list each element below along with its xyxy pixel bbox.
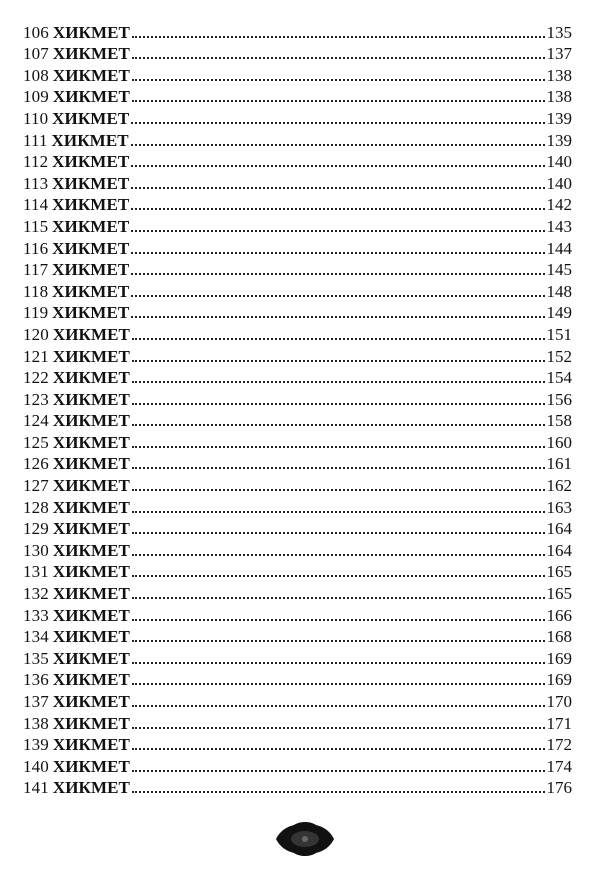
toc-entry bbox=[23, 343, 572, 365]
dot-leader bbox=[132, 36, 545, 38]
toc-entry bbox=[23, 19, 572, 41]
entry-heading: ХИКМЕТ bbox=[52, 389, 130, 409]
entry-number: 107 bbox=[23, 44, 49, 64]
entry-number: 121 bbox=[23, 346, 49, 366]
dot-leader bbox=[132, 360, 545, 362]
entry-heading: ХИКМЕТ bbox=[52, 605, 130, 625]
entry-heading: ХИКМЕТ bbox=[52, 627, 130, 647]
dot-leader bbox=[132, 554, 545, 556]
toc-entry bbox=[23, 408, 572, 430]
entry-title bbox=[23, 434, 130, 451]
entry-heading: ХИКМЕТ bbox=[52, 584, 130, 604]
entry-page-number: 164 bbox=[546, 540, 572, 560]
toc-entry bbox=[23, 365, 572, 387]
entry-heading: ХИКМЕТ bbox=[52, 281, 130, 301]
entry-page-number: 139 bbox=[546, 130, 572, 150]
entry-page-number: 135 bbox=[546, 22, 572, 42]
entry-page-number: 171 bbox=[546, 713, 572, 733]
entry-page-number: 174 bbox=[546, 756, 572, 776]
toc-entry bbox=[23, 213, 572, 235]
entry-title bbox=[23, 24, 130, 41]
dot-leader bbox=[131, 165, 544, 167]
entry-title bbox=[23, 240, 129, 257]
toc-entry bbox=[23, 667, 572, 689]
entry-title bbox=[23, 607, 130, 624]
dot-leader bbox=[132, 532, 545, 534]
dot-leader bbox=[132, 683, 545, 685]
entry-number: 130 bbox=[23, 540, 49, 560]
entry-heading: ХИКМЕТ bbox=[52, 368, 130, 388]
entry-title bbox=[23, 304, 129, 321]
entry-number: 134 bbox=[23, 627, 49, 647]
dot-leader bbox=[131, 295, 544, 297]
entry-title bbox=[23, 283, 129, 300]
entry-heading: ХИКМЕТ bbox=[52, 756, 130, 776]
entry-heading: ХИКМЕТ bbox=[52, 692, 130, 711]
entry-title bbox=[23, 520, 130, 537]
entry-title bbox=[23, 326, 130, 343]
entry-page-number: 148 bbox=[546, 281, 572, 301]
toc-entry bbox=[23, 537, 572, 559]
toc-entry bbox=[23, 624, 572, 646]
page-number-ornament-icon bbox=[272, 819, 338, 859]
entry-page-number: 164 bbox=[546, 519, 572, 539]
entry-title bbox=[23, 650, 130, 667]
entry-title bbox=[23, 88, 130, 105]
entry-heading: ХИКМЕТ bbox=[52, 195, 130, 215]
entry-title bbox=[23, 758, 130, 775]
entry-heading: ХИКМЕТ bbox=[52, 346, 130, 366]
dot-leader bbox=[132, 79, 545, 81]
entry-page-number: 149 bbox=[546, 303, 572, 323]
entry-number: 119 bbox=[23, 303, 49, 323]
entry-heading: ХИКМЕТ bbox=[52, 108, 130, 128]
entry-number: 109 bbox=[23, 87, 49, 107]
entry-heading: ХИКМЕТ bbox=[52, 216, 130, 236]
entry-heading: ХИКМЕТ bbox=[52, 497, 130, 517]
entry-heading: ХИКМЕТ bbox=[52, 540, 130, 560]
toc-entry bbox=[23, 516, 572, 538]
entry-page-number: 143 bbox=[546, 216, 572, 236]
toc-entry bbox=[23, 84, 572, 106]
toc-entry bbox=[23, 321, 572, 343]
entry-heading: ХИКМЕТ bbox=[52, 519, 130, 539]
entry-number: 120 bbox=[23, 324, 49, 344]
dot-leader bbox=[131, 316, 544, 318]
entry-heading: ХИКМЕТ bbox=[52, 65, 130, 85]
dot-leader bbox=[132, 727, 545, 729]
toc-entry bbox=[23, 170, 572, 192]
dot-leader bbox=[132, 791, 545, 793]
entry-page-number: 162 bbox=[546, 476, 572, 496]
entry-title bbox=[23, 261, 129, 278]
dot-leader bbox=[131, 208, 544, 210]
entry-heading: ХИКМЕТ bbox=[52, 152, 130, 172]
toc-entry bbox=[23, 105, 572, 127]
entry-number: 116 bbox=[23, 238, 49, 258]
dot-leader bbox=[132, 770, 545, 772]
entry-title bbox=[23, 542, 130, 559]
toc-entry bbox=[23, 580, 572, 602]
dot-leader bbox=[132, 424, 545, 426]
dot-leader bbox=[132, 467, 545, 469]
entry-heading: ХИКМЕТ bbox=[52, 432, 130, 452]
toc-entry bbox=[23, 235, 572, 257]
entry-heading: ХИКМЕТ bbox=[52, 238, 130, 258]
entry-number: 128 bbox=[23, 497, 49, 517]
entry-page-number: 151 bbox=[546, 324, 572, 344]
entry-heading: ХИКМЕТ bbox=[52, 778, 130, 798]
entry-number: 111 bbox=[23, 130, 48, 150]
dot-leader bbox=[131, 187, 544, 189]
entry-number: 115 bbox=[23, 216, 49, 236]
entry-title bbox=[23, 585, 130, 602]
entry-number: 124 bbox=[23, 411, 49, 431]
entry-number: 131 bbox=[23, 562, 49, 582]
entry-page-number: 163 bbox=[546, 497, 572, 517]
entry-page-number: 160 bbox=[546, 432, 572, 452]
toc-entry bbox=[23, 451, 572, 473]
entry-heading: ХИКМЕТ bbox=[52, 454, 130, 474]
entry-heading: ХИКМЕТ bbox=[52, 22, 130, 42]
entry-title bbox=[23, 218, 129, 235]
toc-entry bbox=[23, 149, 572, 171]
entry-page-number: 142 bbox=[546, 195, 572, 215]
entry-title bbox=[23, 499, 130, 516]
entry-heading: ХИКМЕТ bbox=[52, 44, 130, 64]
toc-entry bbox=[23, 62, 572, 84]
entry-number: 122 bbox=[23, 368, 49, 388]
dot-leader bbox=[132, 403, 545, 405]
entry-heading: ХИКМЕТ bbox=[52, 303, 130, 323]
toc-entry bbox=[23, 753, 572, 775]
entry-title bbox=[23, 671, 130, 688]
entry-title bbox=[23, 45, 130, 62]
dot-leader bbox=[132, 57, 545, 59]
dot-leader bbox=[131, 122, 544, 124]
toc-entry bbox=[23, 41, 572, 63]
entry-number: 136 bbox=[23, 670, 49, 690]
entry-heading: ХИКМЕТ bbox=[52, 173, 130, 193]
dot-leader bbox=[132, 575, 545, 577]
entry-title bbox=[23, 455, 130, 472]
dot-leader bbox=[132, 338, 545, 340]
toc-entry bbox=[23, 602, 572, 624]
toc-entry bbox=[23, 732, 572, 754]
dot-leader bbox=[132, 597, 545, 599]
entry-page-number: 144 bbox=[546, 238, 572, 258]
entry-title bbox=[23, 736, 130, 753]
entry-page-number: 138 bbox=[546, 87, 572, 107]
entry-title bbox=[23, 132, 129, 149]
toc-entry bbox=[23, 127, 572, 149]
entry-page-number: 139 bbox=[546, 108, 572, 128]
entry-number: 127 bbox=[23, 476, 49, 496]
dot-leader bbox=[131, 144, 545, 146]
entry-number: 141 bbox=[23, 778, 49, 798]
entry-title bbox=[23, 110, 129, 127]
entry-heading: ХИКМЕТ bbox=[52, 411, 130, 431]
toc-entry bbox=[23, 257, 572, 279]
entry-number: 117 bbox=[23, 260, 49, 280]
entry-number: 135 bbox=[23, 648, 49, 668]
entry-title bbox=[23, 153, 129, 170]
entry-heading: ХИКМЕТ bbox=[52, 735, 130, 755]
entry-title bbox=[23, 348, 130, 365]
entry-title bbox=[23, 628, 130, 645]
entry-page-number: 158 bbox=[546, 411, 572, 431]
entry-page-number: 169 bbox=[546, 670, 572, 690]
entry-title bbox=[23, 196, 129, 213]
dot-leader bbox=[132, 748, 545, 750]
dot-leader bbox=[132, 662, 545, 664]
entry-heading: ХИКМЕТ bbox=[52, 648, 130, 668]
entry-heading: ХИКМЕТ bbox=[52, 713, 130, 733]
toc-entry bbox=[23, 494, 572, 516]
entry-heading: ХИКМЕТ bbox=[52, 87, 130, 107]
entry-page-number: 161 bbox=[546, 454, 572, 474]
entry-title bbox=[23, 369, 130, 386]
entry-number: 123 bbox=[23, 389, 49, 409]
entry-heading: ХИКМЕТ bbox=[52, 476, 130, 496]
entry-page-number: 152 bbox=[546, 346, 572, 366]
entry-title bbox=[23, 67, 130, 84]
entry-page-number: 165 bbox=[546, 584, 572, 604]
entry-page-number: 172 bbox=[546, 735, 572, 755]
toc-entry bbox=[23, 300, 572, 322]
dot-leader bbox=[132, 619, 545, 621]
dot-leader bbox=[132, 640, 545, 642]
entry-number: 126 bbox=[23, 454, 49, 474]
entry-number: 110 bbox=[23, 108, 49, 128]
entry-page-number: 165 bbox=[546, 562, 572, 582]
entry-number: 106 bbox=[23, 22, 49, 42]
entry-number: 108 bbox=[23, 65, 49, 85]
entry-heading: ХИКМЕТ bbox=[52, 324, 130, 344]
entry-title bbox=[23, 412, 130, 429]
entry-number: 114 bbox=[23, 195, 49, 215]
toc-entry bbox=[23, 559, 572, 581]
table-of-contents bbox=[23, 19, 572, 796]
entry-title bbox=[23, 715, 130, 732]
entry-title bbox=[23, 391, 130, 408]
dot-leader bbox=[132, 446, 545, 448]
entry-page-number: 169 bbox=[546, 648, 572, 668]
toc-entry bbox=[23, 472, 572, 494]
entry-number: 118 bbox=[23, 281, 49, 301]
entry-page-number: 166 bbox=[546, 605, 572, 625]
toc-entry bbox=[23, 710, 572, 732]
entry-page-number: 138 bbox=[546, 65, 572, 85]
entry-title bbox=[23, 175, 129, 192]
entry-page-number: 140 bbox=[546, 152, 572, 172]
entry-heading: ХИКМЕТ bbox=[52, 670, 130, 690]
toc-entry bbox=[23, 429, 572, 451]
dot-leader bbox=[131, 252, 544, 254]
entry-page-number: 140 bbox=[546, 173, 572, 193]
entry-heading: ХИКМЕТ bbox=[51, 130, 129, 150]
entry-page-number: 154 bbox=[546, 368, 572, 388]
entry-page-number: 176 bbox=[546, 778, 572, 798]
dot-leader bbox=[132, 381, 545, 383]
entry-heading: ХИКМЕТ bbox=[52, 260, 130, 280]
dot-leader bbox=[131, 230, 544, 232]
entry-page-number: 170 bbox=[546, 692, 572, 711]
entry-page-number: 145 bbox=[546, 260, 572, 280]
dot-leader bbox=[132, 511, 545, 513]
toc-entry bbox=[23, 775, 572, 797]
toc-entry bbox=[23, 278, 572, 300]
entry-number: 133 bbox=[23, 605, 49, 625]
entry-page-number: 156 bbox=[546, 389, 572, 409]
toc-entry bbox=[23, 688, 572, 710]
dot-leader bbox=[132, 705, 545, 707]
entry-heading: ХИКМЕТ bbox=[52, 562, 130, 582]
toc-entry bbox=[23, 386, 572, 408]
entry-number: 139 bbox=[23, 735, 49, 755]
entry-number: 138 bbox=[23, 713, 49, 733]
toc-entry bbox=[23, 192, 572, 214]
dot-leader bbox=[132, 489, 545, 491]
dot-leader bbox=[131, 273, 544, 275]
entry-title bbox=[23, 693, 130, 710]
entry-page-number: 137 bbox=[546, 44, 572, 64]
entry-number: 125 bbox=[23, 432, 49, 452]
entry-number: 112 bbox=[23, 152, 49, 172]
entry-page-number: 168 bbox=[546, 627, 572, 647]
entry-title bbox=[23, 779, 130, 796]
toc-entry bbox=[23, 645, 572, 667]
entry-number: 140 bbox=[23, 756, 49, 776]
entry-number: 113 bbox=[23, 173, 49, 193]
entry-number: 129 bbox=[23, 519, 49, 539]
entry-number: 137 bbox=[23, 692, 49, 711]
entry-title bbox=[23, 563, 130, 580]
dot-leader bbox=[132, 100, 545, 102]
entry-number: 132 bbox=[23, 584, 49, 604]
entry-title bbox=[23, 477, 130, 494]
